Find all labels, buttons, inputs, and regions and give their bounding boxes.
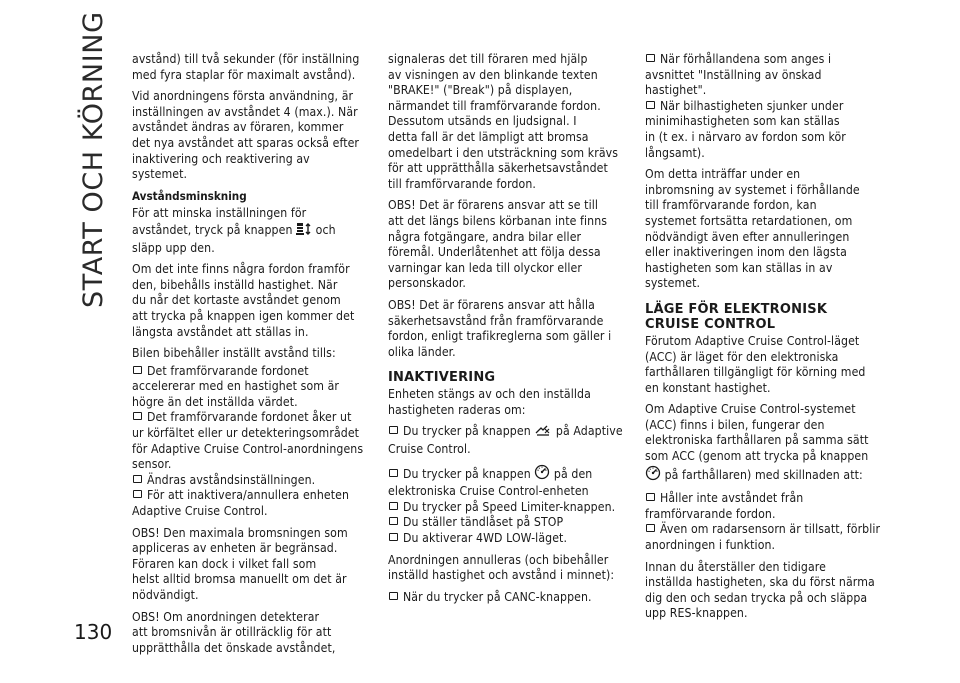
text: och släpp upp den.: [132, 222, 336, 255]
column-2: [388, 52, 623, 605]
list-item-text: Du trycker på knappen: [403, 424, 535, 439]
list-item-text: Håller inte avståndet från framförvarande fordon.: [645, 491, 804, 521]
list-item-text: Ändras avståndsinställningen.: [147, 472, 316, 487]
paragraph: Bilen bibehåller inställt avstånd tills:: [132, 346, 336, 361]
section-heading: INAKTIVERING: [388, 370, 496, 386]
paragraph: OBS! Den maximala bromsningen som appliceras av enheten är begränsad. Föraren kan dock i vilket fall som helst alltid bromsa manuellt om det är nödvändigt.: [132, 525, 348, 602]
paragraph: OBS! Det är förarens ansvar att hålla säkerhetsavstånd från framförvarande fordon, enligt trafikreglerna som gäller i olika länder.: [388, 297, 612, 359]
list-item-text: Det framförvarande fordonet accelererar med en hastighet som är högre än det inställda värdet.: [132, 363, 340, 409]
list-item: [388, 590, 623, 606]
list-item-text: När du trycker på CANC-knappen.: [403, 589, 592, 604]
list-item: [388, 500, 623, 516]
paragraph: avstånd) till två sekunder (för inställning med fyra staplar för maximalt avstånd).: [132, 52, 360, 82]
paragraph: Förutom Adaptive Cruise Control-läget (ACC) är läget för den elektroniska farthållaren tillgängligt för körning med en konstant hastighet.: [645, 333, 866, 395]
paragraph: signaleras det till föraren med hjälp av visningen av den blinkande texten "BRAKE!" ("Break") på displayen, närmandet till framförvarande fordon. Dessutom utsänds en ljudsignal. I detta fall är det lämpligt att bromsa omedelbart i den utsträckning som krävs för att upprätthålla säkerhetsavståndet till framförvarande fordon.: [388, 52, 619, 191]
speedometer-icon: [534, 464, 550, 485]
list-item: [645, 52, 885, 99]
paragraph: [132, 206, 367, 256]
paragraph: Om det inte finns några fordon framför den, bibehålls inställd hastighet. När du når det kortaste avståndet genom att trycka på knappen igen kommer det längsta avståndet att ställas in.: [132, 262, 355, 339]
column-1: [132, 52, 367, 662]
text: För att minska inställningen för avståndet, tryck på knappen: [132, 206, 307, 237]
bullet-icon: [646, 524, 655, 532]
list-item-text: När bilhastigheten sjunker under minimihastigheten som kan ställas in (t ex. i närvaro av fordon som kör långsamt).: [645, 98, 846, 160]
bullet-icon: [133, 475, 142, 483]
bullet-icon: [646, 493, 655, 501]
bullet-icon: [389, 469, 398, 477]
list-item: [645, 491, 885, 522]
section-heading: LÄGE FÖR ELEKTRONISK CRUISE CONTROL: [645, 301, 828, 332]
bullet-icon: [646, 101, 655, 109]
bullet-icon: [133, 490, 142, 498]
bullet-icon: [133, 366, 142, 374]
list-item: [388, 515, 623, 531]
paragraph: Om detta inträffar under en inbromsning av systemet i förhållande till framförvarande fordon, kan systemet fortsätta retardationen, om nödvändigt även efter annulleringen eller inaktiveringen inom den lägsta hastigheten som kan ställas in av systemet.: [645, 167, 860, 291]
bullet-icon: [646, 54, 655, 62]
paragraph: Vid anordningens första användning, är inställningen av avståndet 4 (max.). När avståndet ändras av föraren, kommer det nya avståndet att sparas också efter inaktivering och reaktivering av systemet.: [132, 89, 360, 182]
column-3: [645, 52, 885, 628]
list-item: [388, 531, 623, 547]
bullet-icon: [389, 502, 398, 510]
list-item-text: För att inaktivera/annullera enheten Adaptive Cruise Control.: [132, 488, 350, 519]
paragraph: OBS! Om anordningen detekterar att bromsnivån är otillräcklig för att upprätthålla det önskade avståndet,: [132, 609, 336, 655]
paragraph: OBS! Det är förarens ansvar att se till att det längs bilens körbanan inte finns några fotgängare, andra bilar eller föremål. Underlåtenhet att följa dessa varningar kan leda till olyckor eller personskador.: [388, 198, 608, 291]
list-item-text: Även om radarsensorn är tillsatt, förblir anordningen i funktion.: [645, 522, 881, 553]
list-item-text: Du ställer tändlåset på STOP: [403, 515, 564, 530]
paragraph: Enheten stängs av och den inställda hastigheten raderas om:: [388, 387, 591, 417]
list-item-text: Det framförvarande fordonet åker ut ur körfältet eller ur detekteringsområdet för Adaptive Cruise Control-anordningens sensor.: [132, 410, 364, 472]
paragraph: [645, 402, 885, 485]
paragraph: Anordningen annulleras (och bibehåller inställd hastighet och avstånd i minnet):: [388, 552, 615, 583]
paragraph: Innan du återställer den tidigare inställda hastigheten, ska du först närma dig den och sedan trycka på och släppa upp RES-knappen.: [645, 559, 875, 621]
speedometer-icon: [645, 465, 661, 486]
list-item-text: på den elektroniska Cruise Control-enheten: [388, 466, 593, 499]
chapter-title: START OCH KÖRNING: [78, 11, 109, 308]
list-item-text: Du aktiverar 4WD LOW-läget.: [403, 531, 568, 546]
list-item: [645, 99, 885, 161]
distance-button-icon: [296, 222, 312, 241]
list-item: [132, 364, 367, 411]
list-item: [388, 464, 623, 500]
bullet-icon: [133, 412, 142, 420]
bullet-icon: [389, 426, 398, 434]
section-heading: Avståndsminskning: [132, 188, 247, 203]
list-item-text: på Adaptive Cruise Control.: [388, 424, 623, 457]
list-item-text: Du trycker på Speed Limiter-knappen.: [403, 499, 616, 514]
text: Om Adaptive Cruise Control-systemet (ACC) finns i bilen, fungerar den elektroniska farthållaren på samma sätt som ACC (genom att trycka på knappen: [645, 402, 869, 464]
list-item-text: Du trycker på knappen: [403, 466, 535, 481]
list-item: [132, 473, 367, 489]
sidebar: [66, 11, 126, 320]
list-item: [645, 522, 885, 553]
bullet-icon: [389, 517, 398, 525]
bullet-icon: [389, 592, 398, 600]
list-item-text: När förhållandena som anges i avsnittet "Inställning av önskad hastighet".: [645, 52, 832, 98]
list-item: [388, 424, 623, 457]
list-item: [132, 488, 367, 519]
list-item: [132, 410, 367, 472]
text: på farthållaren) med skillnaden att:: [661, 467, 863, 482]
bullet-icon: [389, 533, 398, 541]
page-number: 130: [74, 620, 113, 644]
cruise-cancel-icon: [534, 425, 552, 442]
